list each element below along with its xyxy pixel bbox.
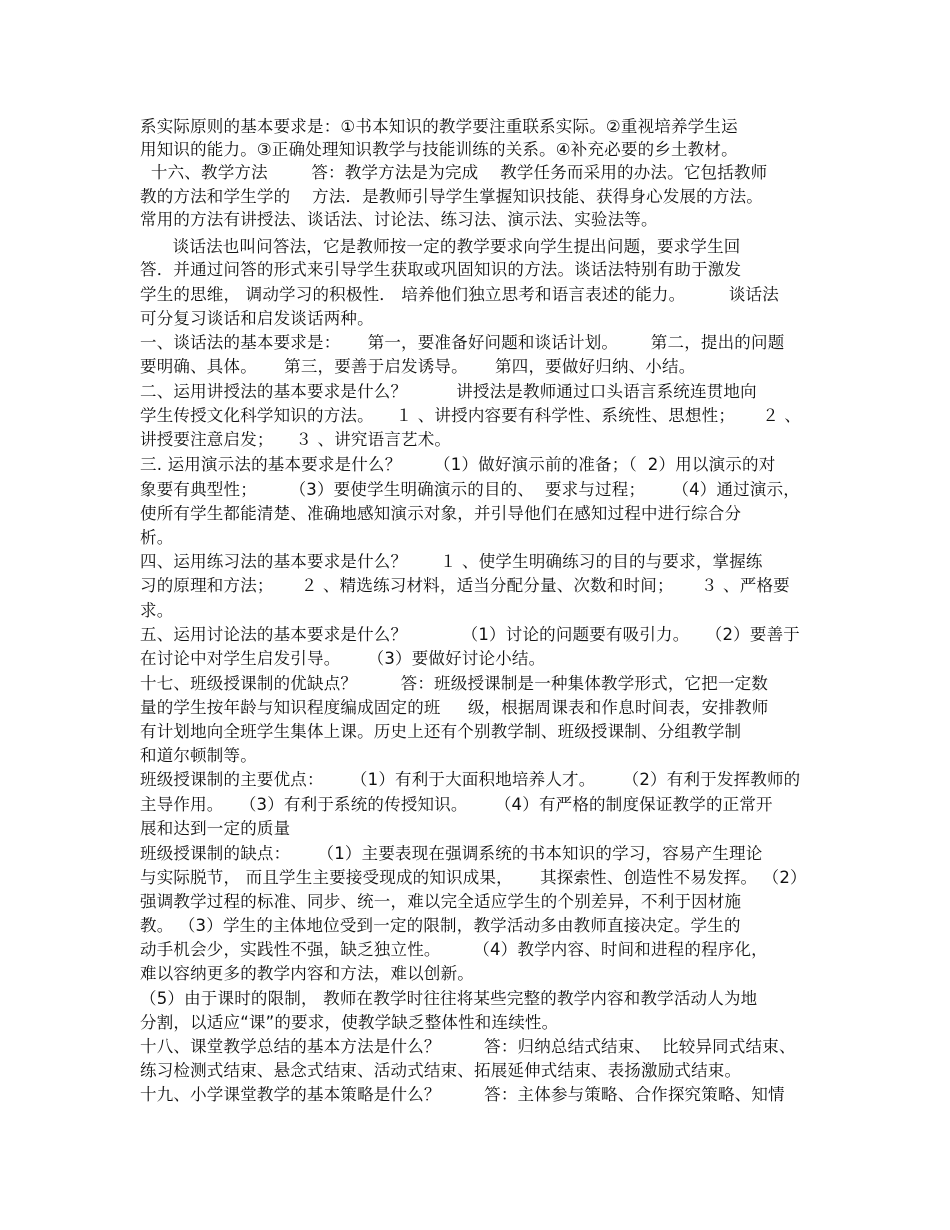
text-line: 常用的方法有讲授法、谈话法、讨论法、练习法、演示法、实验法等。: [140, 210, 658, 229]
text-line: 主导作用。 （3）有利于系统的传授知识。 （4）有严格的制度保证教学的正常开: [140, 795, 773, 814]
text-line: 强调教学过程的标准、同步、统一，难以完全适应学生的个别差异，不利于因材施: [140, 892, 742, 911]
text-line: 分割，以适应“课”的要求，使教学缺乏整体性和连续性。: [140, 1013, 559, 1032]
text-line: 班级授课制的缺点： （1）主要表现在强调系统的书本知识的学习，容易产生理论: [140, 844, 763, 863]
text-line: 讲授要注意启发； ３ 、讲究语言艺术。: [140, 430, 452, 449]
text-line: 教的方法和学生学的 方法．是教师引导学生掌握知识技能、获得身心发展的方法。: [140, 187, 763, 206]
text-line: 答．并通过问答的形式来引导学生获取或巩固知识的方法。谈话法特别有助于激发: [140, 260, 742, 279]
text-line: 有计划地向全班学生集体上课。历史上还有个别教学制、班级授课制、分组教学制: [140, 722, 742, 741]
text-line: 系实际原则的基本要求是：①书本知识的教学要注重联系实际。②重视培养学生运: [140, 117, 738, 136]
text-line: 和道尔顿制等。: [140, 746, 257, 765]
text-line: 二、运用讲授法的基本要求是什么？ 讲授法是教师通过口头语言系统连贯地向: [140, 382, 757, 401]
text-line: 一、谈话法的基本要求是： 第一，要准备好问题和谈话计划。 第二，提出的问题: [140, 333, 785, 352]
text-line: 动手机会少，实践性不强，缺乏独立性。 （4）教学内容、时间和进程的程序化，: [140, 940, 768, 959]
text-line: 习的原理和方法； ２ 、精选练习材料，适当分配分量、次数和时间； ３ 、严格要: [140, 576, 790, 595]
text-line: 练习检测式结束、悬念式结束、活动式结束、拓展延伸式结束、表扬激励式结束。: [140, 1061, 742, 1080]
text-line: 可分复习谈话和启发谈话两种。: [140, 309, 374, 328]
text-line: 析。: [140, 528, 174, 547]
text-line: 学生的思维， 调动学习的积极性． 培养他们独立思考和语言表述的能力。 谈话法: [140, 285, 779, 304]
text-line: 十九、小学课堂教学的基本策略是什么？ 答：主体参与策略、合作探究策略、知情: [140, 1085, 785, 1104]
text-line: 学生传授文化科学知识的方法。 １ 、讲授内容要有科学性、系统性、思想性； ２ 、: [140, 406, 802, 425]
text-line: 五、运用讨论法的基本要求是什么？ （1）讨论的问题要有吸引力。 （2）要善于: [140, 625, 800, 644]
text-line: 十六、教学方法 答：教学方法是为完成 教学任务而采用的办法。它包括教师: [140, 163, 768, 182]
text-line: 十八、课堂教学总结的基本方法是什么？ 答：归纳总结式结束、 比较异同式结束、: [140, 1037, 796, 1056]
text-line: 谈话法也叫问答法，它是教师按一定的教学要求向学生提出问题，要求学生回: [140, 237, 741, 256]
text-line: 教。 （3）学生的主体地位受到一定的限制，教学活动多由教师直接决定。学生的: [140, 916, 741, 935]
text-line: 四、运用练习法的基本要求是什么？ １ 、使学生明确练习的目的与要求，掌握练: [140, 552, 763, 571]
text-line: 求。: [140, 601, 174, 620]
text-line: 三. 运用演示法的基本要求是什么？ （1）做好演示前的准备；（ 2）用以演示的对: [140, 455, 776, 474]
text-line: 要明确、具体。 第三，要善于启发诱导。 第四，要做好归纳、小结。: [140, 357, 696, 376]
text-line: 班级授课制的主要优点： （1）有利于大面积地培养人才。 （2）有利于发挥教师的: [140, 770, 801, 789]
text-line: （5）由于课时的限制， 教师在教学时往往将某些完整的教学内容和教学活动人为地: [140, 989, 758, 1008]
text-line: 用知识的能力。③正确处理知识教学与技能训练的关系。④补充必要的乡土教材。: [140, 140, 738, 159]
text-line: 象要有典型性； （3）要使学生明确演示的目的、 要求与过程； （4）通过演示，: [140, 480, 800, 499]
text-line: 展和达到一定的质量: [140, 819, 291, 838]
text-line: 难以容纳更多的教学内容和方法，难以创新。: [140, 964, 474, 983]
text-line: 与实际脱节， 而且学生主要接受现成的知识成果， 其探索性、创造性不易发挥。 （2）: [140, 868, 807, 887]
text-line: 使所有学生都能清楚、准确地感知演示对象，并引导他们在感知过程中进行综合分: [140, 504, 742, 523]
text-line: 量的学生按年龄与知识程度编成固定的班 级，根据周课表和作息时间表，安排教师: [140, 698, 769, 717]
text-line: 在讨论中对学生启发引导。 （3）要做好讨论小结。: [140, 649, 546, 668]
text-line: 十七、班级授课制的优缺点？ 答：班级授课制是一种集体教学形式，它把一定数: [140, 674, 769, 693]
